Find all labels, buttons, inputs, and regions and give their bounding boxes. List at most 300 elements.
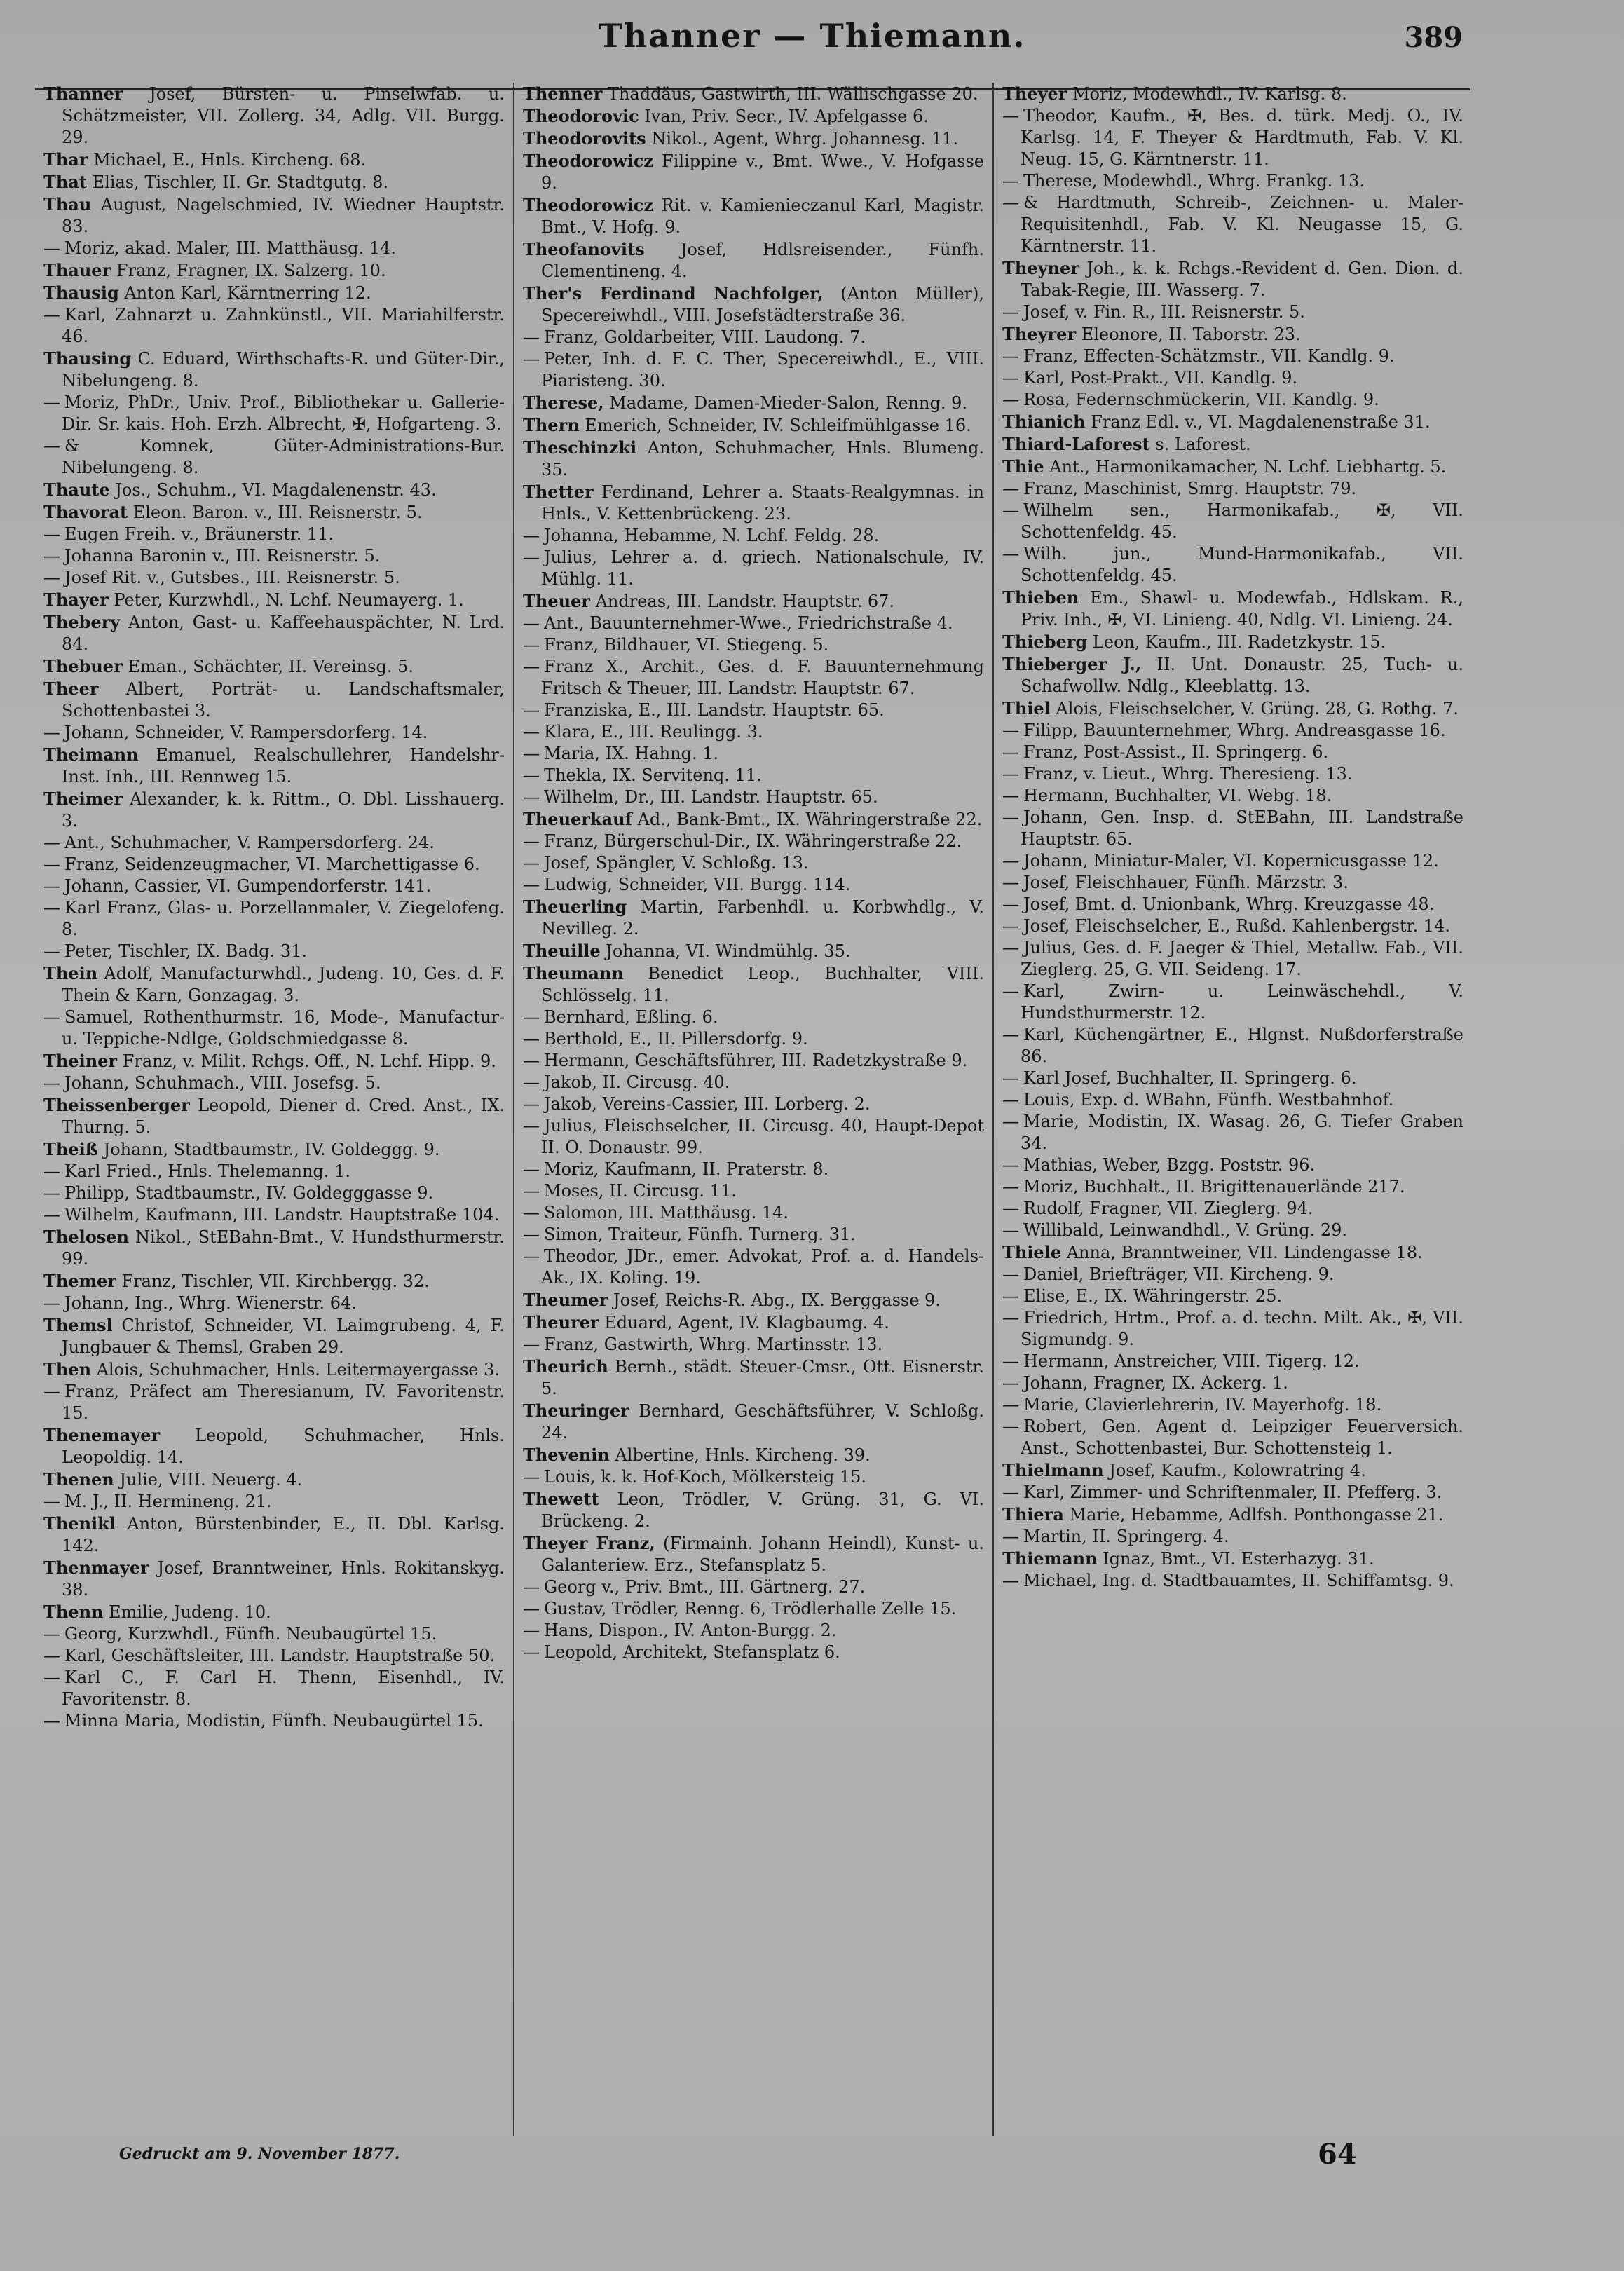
directory-entry bbox=[523, 786, 984, 808]
directory-entry bbox=[1002, 872, 1463, 894]
entry-dash: — bbox=[1002, 346, 1019, 366]
entry-details: Franz, Maschinist, Smrg. Hauptstr. 79. bbox=[1023, 479, 1357, 498]
directory-entry bbox=[523, 437, 984, 481]
directory-entry bbox=[43, 1007, 505, 1050]
entry-dash: — bbox=[523, 1335, 540, 1354]
directory-entry bbox=[523, 743, 984, 765]
entry-details: Ant., Harmonikamacher, N. Lchf. Liebhartg. 5. bbox=[1044, 457, 1447, 477]
directory-entry bbox=[43, 1601, 505, 1623]
entry-details: Michael, E., Hnls. Kircheng. 68. bbox=[88, 150, 367, 170]
directory-entry bbox=[523, 1576, 984, 1598]
entry-surname: Thavorat bbox=[43, 502, 128, 522]
entry-dash: — bbox=[1002, 106, 1019, 125]
entry-details: Franz, Fragner, IX. Salzerg. 10. bbox=[111, 261, 386, 280]
directory-columns bbox=[35, 83, 1472, 2136]
entry-dash: — bbox=[1002, 193, 1019, 212]
directory-entry bbox=[43, 567, 505, 589]
directory-entry bbox=[1002, 1176, 1463, 1198]
entry-dash: — bbox=[43, 1668, 60, 1687]
entry-details: Alois, Fleischselcher, V. Grüng. 28, G. Rothg. 7. bbox=[1050, 699, 1459, 718]
column-3 bbox=[992, 83, 1472, 2136]
entry-details: (Firmainh. Johann Heindl), Kunst- u. Galanteriew. Erz., Stefansplatz 5. bbox=[541, 1534, 984, 1575]
entry-details: Johann, Schneider, V. Rampersdorferg. 14. bbox=[64, 723, 428, 742]
directory-entry bbox=[523, 525, 984, 547]
directory-entry bbox=[43, 854, 505, 875]
entry-surname: Thevenin bbox=[523, 1445, 610, 1465]
directory-entry bbox=[1002, 543, 1463, 587]
directory-entry bbox=[43, 1050, 505, 1072]
entry-surname: Thieben bbox=[1002, 587, 1079, 608]
entry-surname: Thelosen bbox=[43, 1227, 129, 1247]
directory-entry bbox=[523, 1311, 984, 1334]
entry-details: Benedict Leop., Buchhalter, VIII. Schlösselg. 11. bbox=[541, 964, 984, 1005]
entry-dash: — bbox=[1002, 1112, 1019, 1131]
entry-surname: Theschinzki bbox=[523, 437, 637, 458]
entry-surname: Thenikl bbox=[43, 1513, 116, 1534]
entry-details: Johann, Miniatur-Maler, VI. Kopernicusgasse 12. bbox=[1023, 851, 1439, 871]
entry-details: Rosa, Federnschmückerin, VII. Kandlg. 9. bbox=[1023, 390, 1379, 409]
entry-details: s. Laforest. bbox=[1149, 435, 1251, 454]
entry-surname: Thielmann bbox=[1002, 1460, 1104, 1480]
entry-details: Philipp, Stadtbaumstr., IV. Goldegggasse 9. bbox=[64, 1183, 434, 1203]
column-1 bbox=[35, 83, 513, 2136]
print-note: Gedruckt am 9. November 1877. bbox=[119, 2145, 400, 2163]
entry-surname: Thie bbox=[1002, 456, 1044, 477]
entry-details: Emilie, Judeng. 10. bbox=[103, 1602, 271, 1622]
entry-details: Franz, Post-Assist., II. Springerg. 6. bbox=[1023, 742, 1329, 762]
entry-dash: — bbox=[1002, 1199, 1019, 1218]
entry-surname: Theodorovic bbox=[523, 106, 639, 126]
entry-dash: — bbox=[43, 1205, 60, 1225]
directory-entry bbox=[1002, 720, 1463, 742]
entry-dash: — bbox=[43, 723, 60, 742]
entry-dash: — bbox=[43, 1183, 60, 1203]
entry-details: Franz, v. Lieut., Whrg. Theresieng. 13. bbox=[1023, 764, 1353, 784]
directory-entry bbox=[1002, 1285, 1463, 1307]
entry-details: Andreas, III. Landstr. Hauptstr. 67. bbox=[589, 592, 895, 611]
directory-entry bbox=[523, 852, 984, 874]
entry-surname: Thau bbox=[43, 194, 92, 214]
directory-entry bbox=[1002, 1024, 1463, 1068]
page-footer bbox=[0, 2138, 1624, 2215]
entry-details: Johann, Stadtbaumstr., IV. Goldeggg. 9. bbox=[97, 1140, 440, 1159]
directory-entry bbox=[43, 1491, 505, 1513]
directory-entry bbox=[523, 1620, 984, 1642]
entry-details: Josef, Kaufm., Kolowratring 4. bbox=[1103, 1461, 1366, 1480]
entry-details: Peter, Kurzwhdl., N. Lchf. Neumayerg. 1. bbox=[108, 590, 464, 610]
entry-surname: Theimer bbox=[43, 789, 123, 809]
entry-details: Karl Franz, Glas- u. Porzellanmaler, V. Ziegelofeng. 8. bbox=[62, 898, 505, 939]
entry-dash: — bbox=[1002, 368, 1019, 388]
entry-dash: — bbox=[523, 853, 540, 873]
directory-entry bbox=[43, 1270, 505, 1293]
directory-entry bbox=[1002, 763, 1463, 785]
entry-details: Louis, k. k. Hof-Koch, Mölkersteig 15. bbox=[544, 1467, 867, 1487]
entry-details: Karl C., F. Carl H. Thenn, Eisenhdl., IV. Favoritenstr. 8. bbox=[62, 1668, 505, 1709]
entry-surname: Thenen bbox=[43, 1469, 114, 1489]
entry-details: Wilh. jun., Mund-Harmonikafab., VII. Schottenfeldg. 45. bbox=[1021, 544, 1463, 585]
entry-dash: — bbox=[1002, 1482, 1019, 1502]
directory-entry bbox=[1002, 1351, 1463, 1372]
entry-surname: Thaute bbox=[43, 479, 110, 500]
entry-details: Maria, IX. Hahng. 1. bbox=[544, 744, 719, 763]
entry-details: (Anton Müller), Specereiwhdl., VIII. Josefstädterstraße 36. bbox=[541, 284, 984, 325]
entry-details: Franz Edl. v., VI. Magdalenenstraße 31. bbox=[1085, 412, 1431, 432]
directory-entry bbox=[43, 875, 505, 897]
entry-surname: Theumann bbox=[523, 963, 624, 983]
entry-surname: Thayer bbox=[43, 589, 109, 610]
directory-entry bbox=[523, 1246, 984, 1289]
entry-dash: — bbox=[523, 1246, 540, 1266]
entry-surname: Theuer bbox=[523, 591, 590, 611]
entry-details: Johann, Cassier, VI. Gumpendorferstr. 141. bbox=[64, 876, 432, 896]
directory-entry bbox=[43, 1138, 505, 1161]
directory-entry bbox=[523, 1028, 984, 1050]
directory-entry bbox=[1002, 653, 1463, 697]
entry-details: Karl, Zahnarzt u. Zahnkünstl., VII. Mariahilferstr. 46. bbox=[62, 305, 505, 346]
entry-dash: — bbox=[523, 635, 540, 655]
entry-details: Karl, Geschäftsleiter, III. Landstr. Hauptstraße 50. bbox=[64, 1646, 496, 1665]
directory-entry bbox=[43, 962, 505, 1007]
directory-entry bbox=[43, 524, 505, 545]
entry-surname: Theyer bbox=[1002, 83, 1067, 104]
entry-dash: — bbox=[43, 1646, 60, 1665]
entry-details: Willibald, Leinwandhdl., V. Grüng. 29. bbox=[1023, 1220, 1347, 1240]
entry-surname: Theumer bbox=[523, 1290, 608, 1310]
entry-surname: Thiera bbox=[1002, 1504, 1064, 1525]
directory-entry bbox=[523, 1180, 984, 1202]
directory-entry bbox=[43, 1226, 505, 1270]
entry-details: Franz X., Archit., Ges. d. F. Bauunternehmung Fritsch & Theuer, III. Landstr. Hauptstr. 67. bbox=[541, 657, 984, 698]
entry-details: Leopold, Schuhmacher, Hnls. Leopoldig. 14. bbox=[62, 1426, 505, 1467]
entry-details: Marie, Clavierlehrerin, IV. Mayerhofg. 18. bbox=[1023, 1395, 1382, 1414]
entry-details: Eleon. Baron. v., III. Reisnerstr. 5. bbox=[128, 503, 423, 522]
entry-surname: Theyner bbox=[1002, 258, 1079, 278]
entry-dash: — bbox=[43, 238, 60, 258]
entry-surname: Theurer bbox=[523, 1312, 599, 1332]
entry-surname: Thetter bbox=[523, 482, 594, 502]
entry-details: Elise, E., IX. Währingerstr. 25. bbox=[1023, 1286, 1283, 1306]
directory-entry bbox=[43, 941, 505, 962]
entry-dash: — bbox=[43, 568, 60, 587]
entry-surname: Thianich bbox=[1002, 411, 1086, 432]
entry-dash: — bbox=[43, 898, 60, 918]
entry-surname: Thar bbox=[43, 149, 88, 170]
entry-details: Thaddäus, Gastwirth, III. Wällischgasse 20. bbox=[602, 84, 978, 104]
entry-details: Johann, Schuhmach., VIII. Josefsg. 5. bbox=[64, 1073, 381, 1093]
entry-dash: — bbox=[523, 1072, 540, 1092]
directory-entry bbox=[1002, 1526, 1463, 1548]
directory-entry bbox=[1002, 587, 1463, 631]
entry-dash: — bbox=[43, 1492, 60, 1511]
directory-entry bbox=[1002, 785, 1463, 807]
directory-entry bbox=[43, 1623, 505, 1645]
entry-details: Josef, Bmt. d. Unionbank, Whrg. Kreuzgasse 48. bbox=[1023, 894, 1435, 914]
entry-details: Klara, E., III. Reulingg. 3. bbox=[544, 722, 763, 742]
entry-details: Alexander, k. k. Rittm., O. Dbl. Lisshauerg. 3. bbox=[62, 789, 505, 831]
entry-surname: Thiel bbox=[1002, 698, 1051, 718]
directory-entry bbox=[1002, 1459, 1463, 1482]
entry-details: Karl, Zwirn- u. Leinwäschehdl., V. Hundsthurmerstr. 12. bbox=[1021, 981, 1463, 1023]
directory-entry bbox=[523, 1007, 984, 1028]
directory-entry bbox=[1002, 1503, 1463, 1526]
entry-surname: Thausing bbox=[43, 348, 132, 369]
entry-dash: — bbox=[523, 875, 540, 894]
entry-details: Ad., Bank-Bmt., IX. Währingerstraße 22. bbox=[632, 810, 983, 829]
directory-entry bbox=[43, 83, 505, 149]
directory-entry bbox=[43, 655, 505, 678]
directory-entry bbox=[523, 1444, 984, 1466]
directory-entry bbox=[523, 150, 984, 194]
entry-surname: Thebuer bbox=[43, 656, 123, 676]
entry-dash: — bbox=[43, 546, 60, 566]
entry-details: Franz, Gastwirth, Whrg. Martinsstr. 13. bbox=[544, 1335, 883, 1354]
entry-dash: — bbox=[1002, 938, 1019, 957]
directory-entry bbox=[1002, 105, 1463, 170]
directory-entry bbox=[523, 1356, 984, 1400]
entry-details: Eleonore, II. Taborstr. 23. bbox=[1076, 325, 1301, 344]
directory-entry bbox=[523, 1334, 984, 1356]
entry-details: Moriz, Buchhalt., II. Brigittenauerlände 217. bbox=[1023, 1177, 1405, 1196]
entry-surname: Theyer Franz, bbox=[523, 1533, 655, 1553]
entry-dash: — bbox=[523, 526, 540, 545]
directory-entry bbox=[43, 1513, 505, 1557]
entry-details: Jakob, II. Circusg. 40. bbox=[544, 1072, 730, 1092]
directory-entry bbox=[1002, 346, 1463, 367]
directory-entry bbox=[1002, 301, 1463, 323]
entry-details: Franziska, E., III. Landstr. Hauptstr. 65. bbox=[544, 700, 885, 720]
entry-dash: — bbox=[523, 831, 540, 851]
entry-surname: Thewett bbox=[523, 1489, 599, 1509]
directory-entry bbox=[1002, 1220, 1463, 1241]
entry-dash: — bbox=[1002, 1177, 1019, 1196]
entry-details: Leon, Trödler, V. Grüng. 31, G. VI. Brückeng. 2. bbox=[541, 1489, 984, 1531]
entry-details: Ivan, Priv. Secr., IV. Apfelgasse 6. bbox=[639, 107, 929, 126]
entry-dash: — bbox=[523, 1094, 540, 1114]
entry-dash: — bbox=[523, 1051, 540, 1070]
directory-entry bbox=[523, 656, 984, 700]
directory-entry bbox=[43, 1161, 505, 1182]
directory-entry bbox=[523, 1598, 984, 1620]
entry-dash: — bbox=[1002, 1395, 1019, 1414]
entry-surname: Thieberger J., bbox=[1002, 654, 1142, 674]
entry-dash: — bbox=[1002, 302, 1019, 322]
entry-details: Karl Josef, Buchhalter, II. Springerg. 6. bbox=[1023, 1068, 1357, 1088]
entry-dash: — bbox=[1002, 1090, 1019, 1110]
directory-entry bbox=[1002, 1372, 1463, 1394]
directory-entry bbox=[43, 1645, 505, 1667]
entry-details: Emanuel, Realschullehrer, Handelshr-Inst. Inh., III. Rennweg 15. bbox=[62, 745, 505, 786]
entry-dash: — bbox=[523, 1225, 540, 1244]
entry-dash: — bbox=[1002, 873, 1019, 892]
entry-surname: Theodorowicz bbox=[523, 195, 654, 215]
entry-details: Mathias, Weber, Bzgg. Poststr. 96. bbox=[1023, 1155, 1316, 1175]
entry-details: M. J., II. Hermineng. 21. bbox=[64, 1492, 272, 1511]
directory-entry bbox=[523, 105, 984, 128]
entry-dash: — bbox=[523, 1577, 540, 1597]
entry-details: Elias, Tischler, II. Gr. Stadtgutg. 8. bbox=[86, 172, 389, 192]
directory-entry bbox=[523, 1224, 984, 1246]
directory-entry bbox=[43, 1182, 505, 1204]
directory-entry bbox=[523, 547, 984, 590]
directory-entry bbox=[1002, 1416, 1463, 1459]
directory-entry bbox=[1002, 697, 1463, 720]
entry-details: Johann, Gen. Insp. d. StEBahn, III. Landstraße Hauptstr. 65. bbox=[1021, 807, 1463, 849]
directory-entry bbox=[523, 831, 984, 852]
entry-dash: — bbox=[43, 393, 60, 412]
entry-details: Samuel, Rothenthurmstr. 16, Mode-, Manufactur- u. Teppiche-Ndlge, Goldschmiedgasse 8. bbox=[62, 1007, 505, 1049]
page-header bbox=[0, 17, 1624, 73]
entry-details: Albertine, Hnls. Kircheng. 39. bbox=[609, 1445, 871, 1465]
entry-surname: Theiß bbox=[43, 1139, 98, 1159]
entry-dash: — bbox=[523, 700, 540, 720]
directory-entry bbox=[1002, 631, 1463, 653]
entry-surname: Thiele bbox=[1002, 1242, 1062, 1262]
entry-details: Anton, Schuhmacher, Hnls. Blumeng. 35. bbox=[541, 438, 984, 479]
entry-details: Karl, Post-Prakt., VII. Kandlg. 9. bbox=[1023, 368, 1298, 388]
entry-surname: Therese, bbox=[523, 393, 604, 413]
directory-entry bbox=[1002, 1548, 1463, 1570]
entry-details: Ignaz, Bmt., VI. Esterhazyg. 31. bbox=[1097, 1549, 1374, 1569]
directory-entry bbox=[1002, 1241, 1463, 1264]
entry-surname: Thein bbox=[43, 963, 98, 983]
entry-dash: — bbox=[523, 744, 540, 763]
entry-dash: — bbox=[1002, 786, 1019, 805]
entry-details: Wilhelm, Dr., III. Landstr. Hauptstr. 65. bbox=[544, 787, 878, 807]
directory-entry bbox=[1002, 742, 1463, 763]
entry-surname: Thebery bbox=[43, 612, 121, 632]
entry-details: Theodor, JDr., emer. Advokat, Prof. a. d. Handels-Ak., IX. Koling. 19. bbox=[541, 1246, 984, 1288]
directory-entry bbox=[1002, 1111, 1463, 1154]
entry-dash: — bbox=[1002, 807, 1019, 827]
directory-entry bbox=[1002, 807, 1463, 850]
entry-details: Johann, Fragner, IX. Ackerg. 1. bbox=[1023, 1373, 1288, 1393]
directory-entry bbox=[523, 194, 984, 238]
directory-entry bbox=[43, 435, 505, 479]
entry-details: Leopold, Diener d. Cred. Anst., IX. Thurng. 5. bbox=[62, 1096, 505, 1137]
entry-dash: — bbox=[1002, 721, 1019, 740]
entry-details: Anna, Branntweiner, VII. Lindengasse 18. bbox=[1061, 1243, 1423, 1262]
entry-details: Moriz, Modewhdl., IV. Karlsg. 8. bbox=[1067, 84, 1347, 104]
entry-surname: Ther's Ferdinand Nachfolger, bbox=[523, 283, 824, 304]
entry-dash: — bbox=[523, 1007, 540, 1027]
directory-entry bbox=[1002, 1394, 1463, 1416]
entry-details: Julie, VIII. Neuerg. 4. bbox=[114, 1470, 303, 1489]
directory-entry bbox=[523, 282, 984, 327]
entry-surname: Thieberg bbox=[1002, 632, 1088, 652]
directory-entry bbox=[523, 1466, 984, 1488]
directory-entry bbox=[1002, 1068, 1463, 1089]
directory-entry bbox=[43, 678, 505, 722]
directory-entry bbox=[523, 896, 984, 940]
directory-entry bbox=[523, 1050, 984, 1072]
entry-details: Christof, Schneider, VI. Laimgrubeng. 4, F. Jungbauer & Themsl, Graben 29. bbox=[62, 1316, 505, 1357]
directory-entry bbox=[523, 634, 984, 656]
directory-entry bbox=[1002, 456, 1463, 478]
entry-surname: Theurich bbox=[523, 1356, 608, 1377]
directory-entry bbox=[1002, 1154, 1463, 1176]
entry-dash: — bbox=[43, 854, 60, 874]
entry-dash: — bbox=[1002, 1264, 1019, 1284]
entry-details: Georg, Kurzwhdl., Fünfh. Neubaugürtel 15. bbox=[64, 1624, 437, 1644]
directory-entry bbox=[1002, 1264, 1463, 1285]
entry-details: Rit. v. Kamienieczanul Karl, Magistr. Bmt., V. Hofg. 9. bbox=[541, 196, 984, 237]
entry-dash: — bbox=[1002, 1527, 1019, 1546]
entry-details: Rudolf, Fragner, VII. Zieglerg. 94. bbox=[1023, 1199, 1313, 1218]
directory-entry bbox=[1002, 83, 1463, 105]
entry-details: Peter, Inh. d. F. C. Ther, Specereiwhdl., E., VIII. Piaristeng. 30. bbox=[541, 349, 984, 390]
entry-details: Josef, Fleischselcher, E., Rußd. Kahlenbergstr. 14. bbox=[1023, 916, 1450, 936]
directory-entry bbox=[1002, 411, 1463, 433]
entry-details: Theodor, Kaufm., ✠, Bes. d. türk. Medj. O., IV. Karlsg. 14, F. Theyer & Hardtmuth, Fab. V. Kl. Neug. 15, G. Kärntnerstr. 11. bbox=[1021, 106, 1463, 169]
entry-details: Hermann, Buchhalter, VI. Webg. 18. bbox=[1023, 786, 1332, 805]
entry-details: Minna Maria, Modistin, Fünfh. Neubaugürtel 15. bbox=[64, 1711, 484, 1731]
entry-dash: — bbox=[43, 941, 60, 961]
entry-details: Daniel, Briefträger, VII. Kircheng. 9. bbox=[1023, 1264, 1335, 1284]
entry-surname: Thenemayer bbox=[43, 1425, 161, 1445]
entry-details: Franz, v. Milit. Rchgs. Off., N. Lchf. Hipp. 9. bbox=[117, 1051, 496, 1071]
entry-details: Nikol., StEBahn-Bmt., V. Hundsthurmerstr. 99. bbox=[62, 1227, 505, 1269]
entry-dash: — bbox=[1002, 1025, 1019, 1044]
running-title: Thanner — Thiemann. bbox=[598, 17, 1026, 55]
entry-details: Hans, Dispon., IV. Anton-Burgg. 2. bbox=[544, 1621, 837, 1640]
entry-surname: Thiemann bbox=[1002, 1548, 1098, 1569]
entry-details: Therese, Modewhdl., Whrg. Frankg. 13. bbox=[1023, 171, 1365, 191]
entry-details: Anton, Bürstenbinder, E., II. Dbl. Karlsg. 142. bbox=[62, 1514, 505, 1555]
directory-entry bbox=[43, 1072, 505, 1094]
entry-details: Martin, Farbenhdl. u. Korbwhdlg., V. Nevilleg. 2. bbox=[541, 897, 984, 939]
entry-surname: Themsl bbox=[43, 1315, 113, 1335]
entry-surname: Thanner bbox=[43, 83, 123, 104]
entry-dash: — bbox=[523, 722, 540, 742]
entry-details: Eman., Schächter, II. Vereinsg. 5. bbox=[122, 657, 414, 676]
directory-entry bbox=[523, 481, 984, 525]
entry-details: Nikol., Agent, Whrg. Johannesg. 11. bbox=[646, 129, 959, 149]
entry-details: Michael, Ing. d. Stadtbauamtes, II. Schiffamtsg. 9. bbox=[1023, 1571, 1454, 1590]
entry-dash: — bbox=[523, 1159, 540, 1179]
directory-entry bbox=[1002, 850, 1463, 872]
entry-surname: Thenner bbox=[523, 83, 603, 104]
entry-dash: — bbox=[523, 787, 540, 807]
entry-dash: — bbox=[523, 613, 540, 633]
entry-dash: — bbox=[43, 1007, 60, 1027]
entry-details: Anton Karl, Kärntnerring 12. bbox=[118, 283, 371, 303]
entry-dash: — bbox=[43, 1293, 60, 1313]
entry-details: Josef, Branntweiner, Hnls. Rokitanskyg. 38. bbox=[62, 1558, 505, 1600]
entry-dash: — bbox=[523, 349, 540, 369]
directory-entry bbox=[523, 962, 984, 1007]
entry-details: Julius, Fleischselcher, II. Circusg. 40, Haupt-Depot II. O. Donaustr. 99. bbox=[541, 1116, 984, 1157]
entry-dash: — bbox=[523, 1203, 540, 1222]
entry-dash: — bbox=[43, 436, 60, 456]
entry-details: Eduard, Agent, IV. Klagbaumg. 4. bbox=[599, 1313, 889, 1332]
entry-surname: Theuerling bbox=[523, 896, 627, 917]
directory-entry bbox=[523, 83, 984, 105]
entry-details: Madame, Damen-Mieder-Salon, Renng. 9. bbox=[603, 393, 968, 413]
entry-details: Friedrich, Hrtm., Prof. a. d. techn. Milt. Ak., ✠, VII. Sigmundg. 9. bbox=[1021, 1308, 1463, 1349]
entry-dash: — bbox=[43, 305, 60, 325]
entry-details: Josef Rit. v., Gutsbes., III. Reisnerstr. 5. bbox=[64, 568, 400, 587]
directory-entry bbox=[1002, 433, 1463, 456]
entry-dash: — bbox=[523, 1621, 540, 1640]
directory-entry bbox=[43, 501, 505, 524]
entry-details: Franz, Tischler, VII. Kirchbergg. 32. bbox=[116, 1271, 430, 1291]
entry-surname: Thausig bbox=[43, 282, 119, 303]
directory-entry bbox=[43, 304, 505, 348]
entry-details: & Komnek, Güter-Administrations-Bur. Nibelungeng. 8. bbox=[62, 436, 505, 477]
directory-entry bbox=[523, 613, 984, 634]
entry-dash: — bbox=[523, 1599, 540, 1618]
